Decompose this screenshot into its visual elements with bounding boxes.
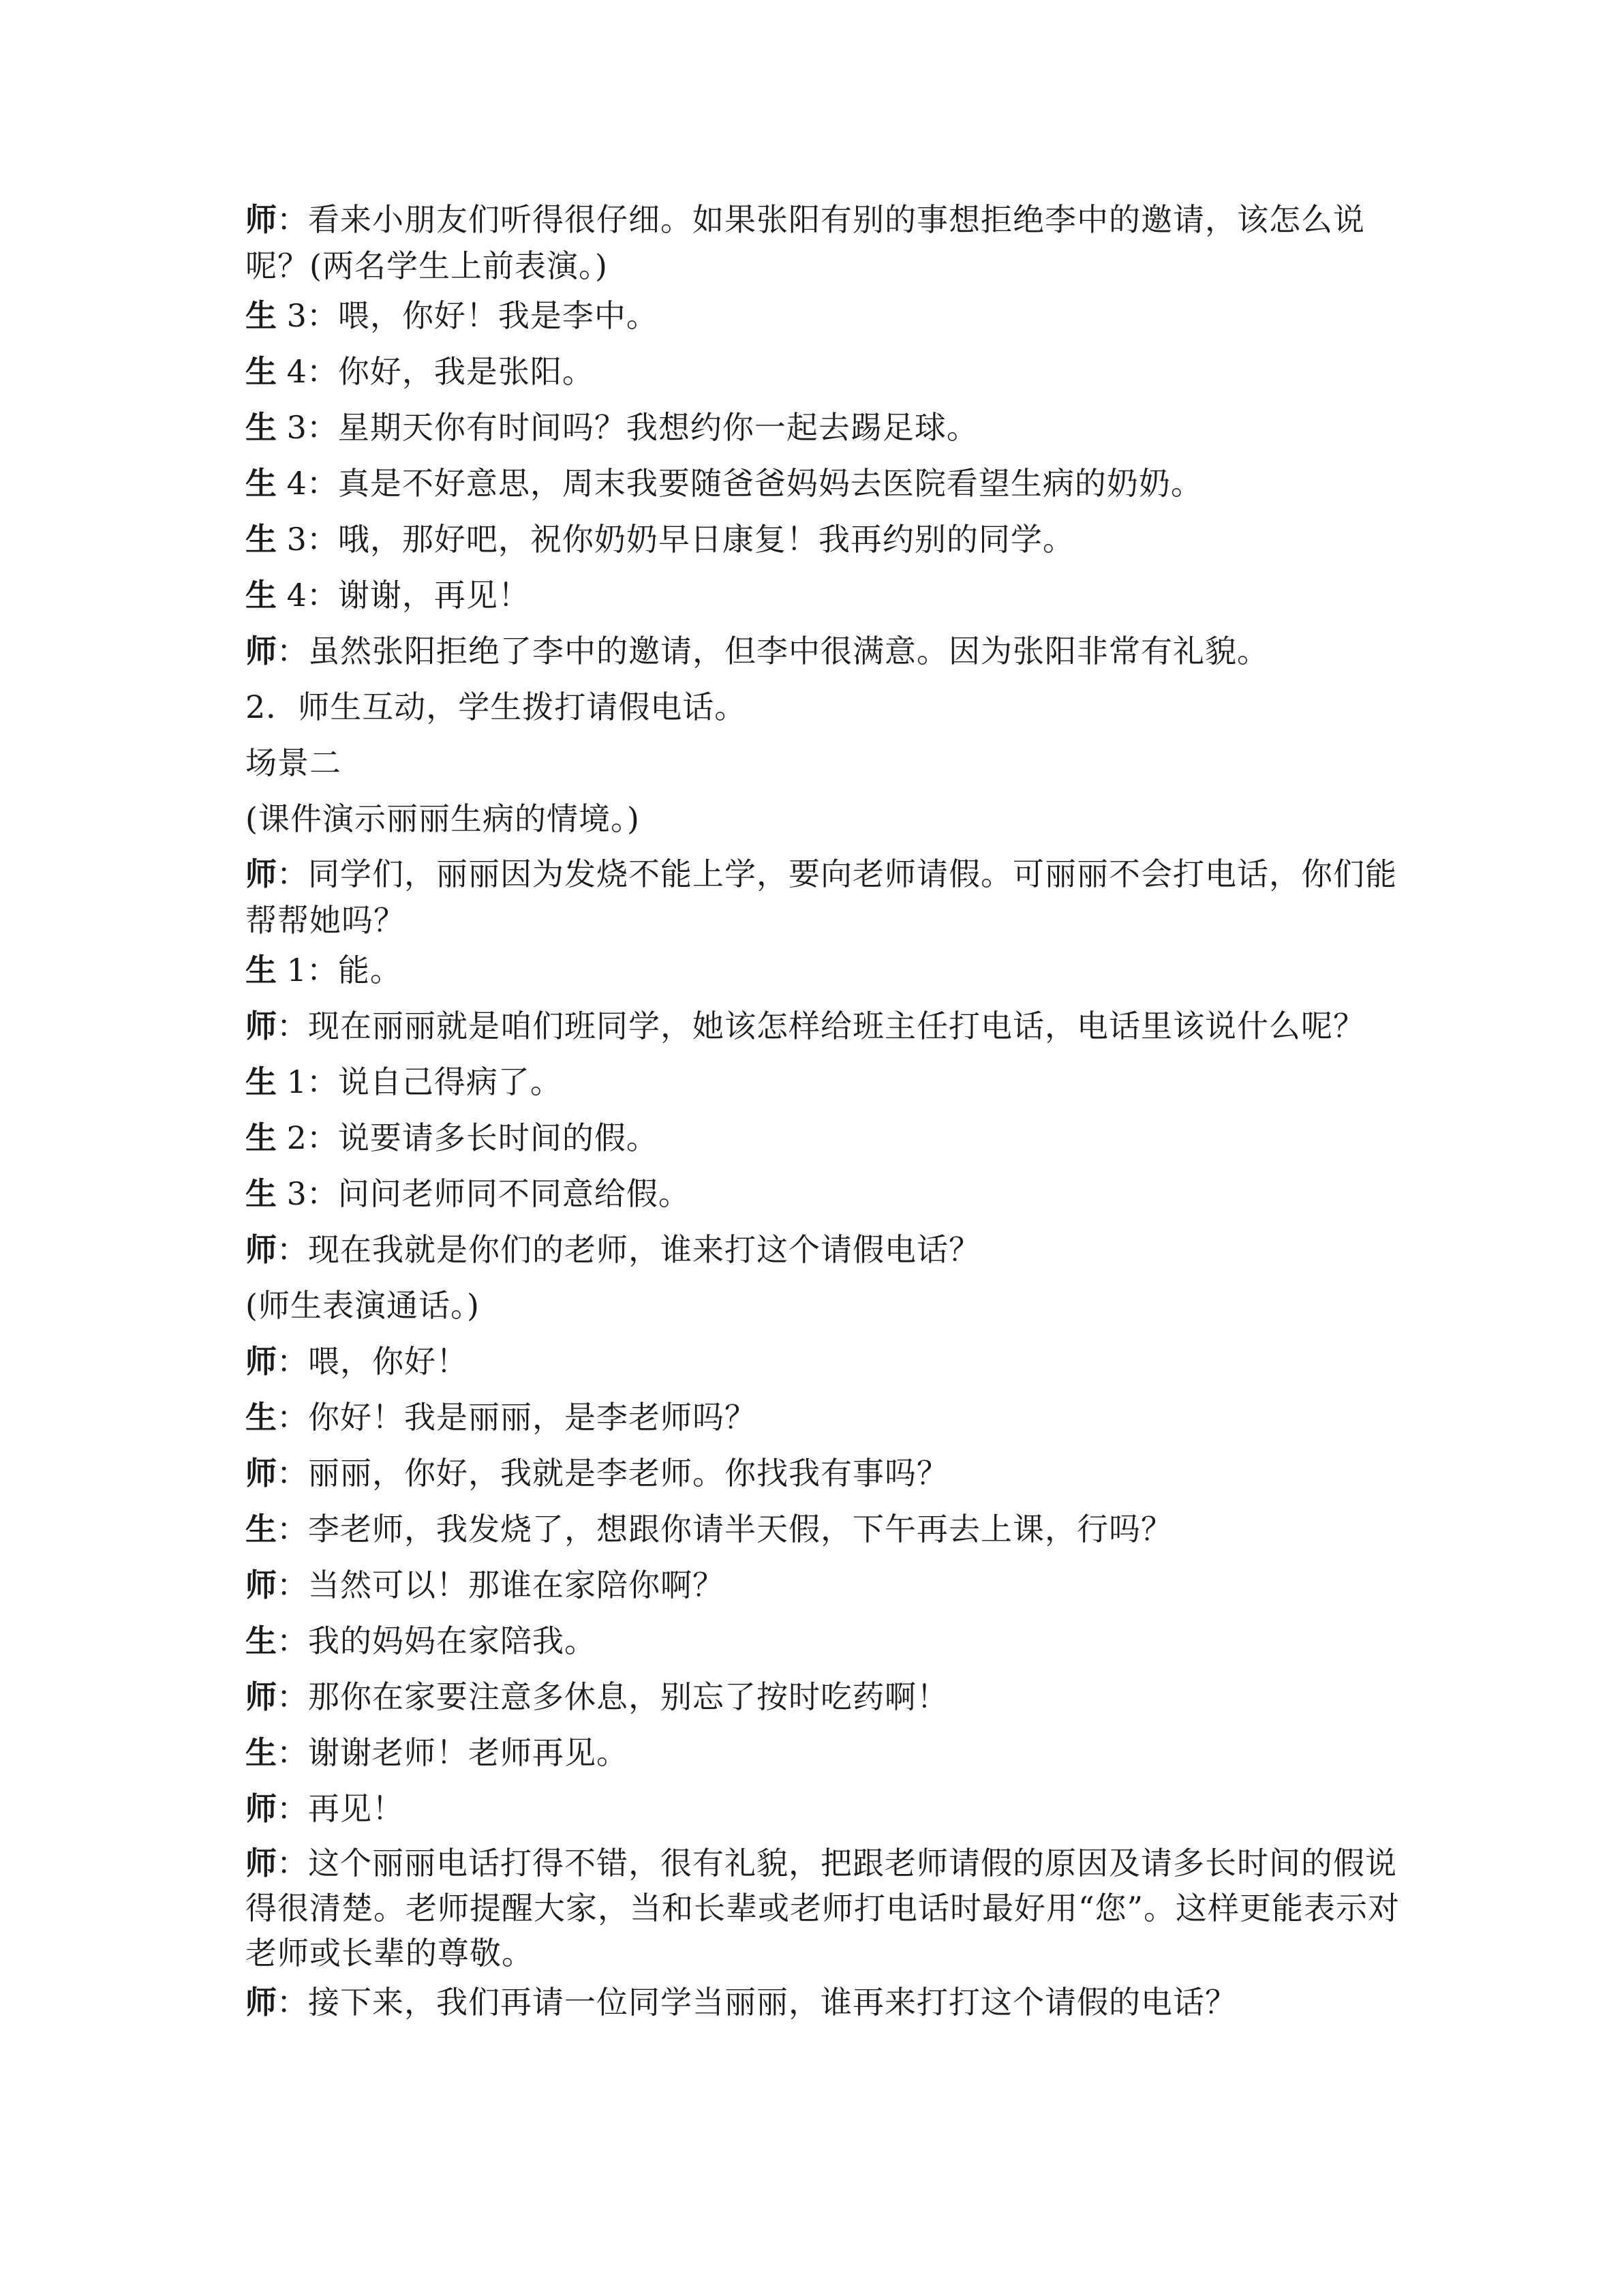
speaker-label: 生 — [245, 952, 277, 988]
dialogue-text: 你好，我是张阳。 — [337, 353, 594, 390]
dialogue-text: 现在丽丽就是咱们班同学，她该怎样给班主任打电话，电话里该说什么呢？ — [308, 1008, 1365, 1044]
speaker-label: 师 — [245, 856, 277, 892]
speaker-separator: 4： — [277, 353, 338, 390]
speaker-separator: 4： — [277, 577, 338, 614]
speaker-separator: ： — [277, 1567, 308, 1603]
speaker-label: 生 — [245, 1622, 277, 1659]
lesson-transcript — [245, 192, 1404, 2030]
speaker-separator: ： — [277, 1734, 308, 1771]
dialogue-text: 当然可以！那谁在家陪你啊？ — [308, 1567, 724, 1603]
dialogue-line — [245, 1222, 1404, 1278]
speaker-separator: 3： — [277, 521, 338, 558]
speaker-separator: ： — [277, 1845, 308, 1882]
dialogue-text: 喂，你好！我是李中。 — [337, 297, 658, 334]
speaker-label: 生 — [245, 577, 277, 614]
speaker-separator: ： — [277, 1678, 308, 1715]
dialogue-line — [245, 1781, 1404, 1837]
dialogue-line — [245, 1333, 1404, 1389]
dialogue-text: 说自己得病了。 — [337, 1063, 562, 1100]
stage-direction — [245, 1278, 1404, 1333]
speaker-label: 生 — [245, 521, 277, 558]
dialogue-text: 这个丽丽电话打得不错，很有礼貌，把跟老师请假的原因及请多长时间的假说得很清楚。老师提醒大家，当和长辈或老师打电话时最好用“您”。这样更能表示对老师或长辈的尊敬。 — [245, 1845, 1401, 1972]
dialogue-line — [245, 1837, 1404, 1974]
scene-heading — [245, 735, 1404, 791]
dialogue-text: 看来小朋友们听得很仔细。如果张阳有别的事想拒绝李中的邀请，该怎么说呢？(两名学生上前表演。) — [245, 201, 1365, 284]
speaker-label: 生 — [245, 353, 277, 390]
dialogue-line — [245, 399, 1404, 455]
dialogue-line — [245, 1557, 1404, 1613]
speaker-separator: 3： — [277, 409, 338, 446]
dialogue-line — [245, 1669, 1404, 1725]
dialogue-text: 谢谢老师！老师再见。 — [308, 1734, 628, 1771]
dialogue-text: 说要请多长时间的假。 — [337, 1119, 658, 1156]
dialogue-line — [245, 1725, 1404, 1781]
speaker-separator: ： — [277, 856, 308, 892]
speaker-separator: 3： — [277, 297, 338, 334]
dialogue-line — [245, 1445, 1404, 1501]
speaker-separator: ： — [277, 1008, 308, 1044]
dialogue-text: 那你在家要注意多休息，别忘了按时吃药啊！ — [308, 1678, 949, 1715]
speaker-label: 师 — [245, 1845, 277, 1882]
speaker-label: 师 — [245, 1790, 277, 1827]
dialogue-text: 你好！我是丽丽，是李老师吗？ — [308, 1399, 756, 1436]
dialogue-line — [245, 344, 1404, 399]
speaker-label: 师 — [245, 1678, 277, 1715]
dialogue-line — [245, 942, 1404, 998]
speaker-label: 师 — [245, 201, 277, 238]
speaker-label: 生 — [245, 1119, 277, 1156]
dialogue-line — [245, 455, 1404, 511]
speaker-separator: 2： — [277, 1119, 338, 1156]
speaker-label: 师 — [245, 1567, 277, 1603]
speaker-label: 师 — [245, 1455, 277, 1492]
dialogue-text: 喂，你好！ — [308, 1343, 468, 1380]
speaker-separator: ： — [277, 1455, 308, 1492]
speaker-separator: ： — [277, 1399, 308, 1436]
dialogue-line — [245, 567, 1404, 623]
dialogue-text: 问问老师同不同意给假。 — [337, 1175, 690, 1212]
speaker-separator: 3： — [277, 1175, 338, 1212]
dialogue-line — [245, 1054, 1404, 1110]
step-text: 2．师生互动，学生拨打请假电话。 — [245, 689, 747, 725]
dialogue-text: 丽丽，你好，我就是李老师。你找我有事吗？ — [308, 1455, 949, 1492]
dialogue-line — [245, 623, 1404, 679]
dialogue-text: 再见！ — [308, 1790, 404, 1827]
stage-direction — [245, 791, 1404, 847]
speaker-label: 生 — [245, 297, 277, 334]
speaker-separator: ： — [277, 633, 308, 669]
dialogue-text: 星期天你有时间吗？我想约你一起去踢足球。 — [337, 409, 979, 446]
speaker-label: 生 — [245, 1063, 277, 1100]
speaker-separator: 1： — [277, 952, 338, 988]
dialogue-line — [245, 1166, 1404, 1222]
dialogue-line — [245, 1389, 1404, 1445]
stage-direction-text: (课件演示丽丽生病的情境。) — [245, 800, 640, 837]
dialogue-line — [245, 288, 1404, 344]
speaker-label: 师 — [245, 1008, 277, 1044]
dialogue-text: 我的妈妈在家陪我。 — [308, 1622, 596, 1659]
section-step-heading — [245, 679, 1404, 735]
speaker-label: 生 — [245, 1734, 277, 1771]
speaker-label: 生 — [245, 465, 277, 502]
speaker-separator: 4： — [277, 465, 338, 502]
speaker-label: 师 — [245, 1343, 277, 1380]
dialogue-text: 真是不好意思，周末我要随爸爸妈妈去医院看望生病的奶奶。 — [337, 465, 1203, 502]
speaker-label: 师 — [245, 633, 277, 669]
dialogue-text: 现在我就是你们的老师，谁来打这个请假电话？ — [308, 1231, 981, 1268]
dialogue-text: 谢谢，再见！ — [337, 577, 530, 614]
speaker-separator: ： — [277, 1790, 308, 1827]
dialogue-text: 李老师，我发烧了，想跟你请半天假，下午再去上课，行吗？ — [308, 1511, 1173, 1547]
scene-text: 场景二 — [245, 744, 341, 781]
speaker-label: 生 — [245, 1175, 277, 1212]
dialogue-line — [245, 1501, 1404, 1557]
speaker-separator: ： — [277, 1984, 308, 2021]
speaker-label: 师 — [245, 1231, 277, 1268]
speaker-label: 生 — [245, 1399, 277, 1436]
dialogue-line — [245, 998, 1404, 1054]
speaker-separator: ： — [277, 201, 308, 238]
dialogue-line — [245, 192, 1404, 288]
speaker-label: 生 — [245, 1511, 277, 1547]
dialogue-text: 同学们，丽丽因为发烧不能上学，要向老师请假。可丽丽不会打电话，你们能帮帮她吗？ — [245, 856, 1397, 939]
speaker-separator: 1： — [277, 1063, 338, 1100]
dialogue-line — [245, 1974, 1404, 2030]
speaker-separator: ： — [277, 1622, 308, 1659]
speaker-label: 师 — [245, 1984, 277, 2021]
speaker-separator: ： — [277, 1231, 308, 1268]
dialogue-text: 哦，那好吧，祝你奶奶早日康复！我再约别的同学。 — [337, 521, 1075, 558]
dialogue-text: 虽然张阳拒绝了李中的邀请，但李中很满意。因为张阳非常有礼貌。 — [308, 633, 1269, 669]
stage-direction-text: (师生表演通话。) — [245, 1287, 480, 1324]
dialogue-text: 能。 — [337, 952, 402, 988]
speaker-label: 生 — [245, 409, 277, 446]
speaker-separator: ： — [277, 1343, 308, 1380]
dialogue-line — [245, 511, 1404, 567]
dialogue-line — [245, 847, 1404, 942]
dialogue-line — [245, 1110, 1404, 1166]
dialogue-text: 接下来，我们再请一位同学当丽丽，谁再来打打这个请假的电话？ — [308, 1984, 1237, 2021]
dialogue-line — [245, 1613, 1404, 1669]
speaker-separator: ： — [277, 1511, 308, 1547]
